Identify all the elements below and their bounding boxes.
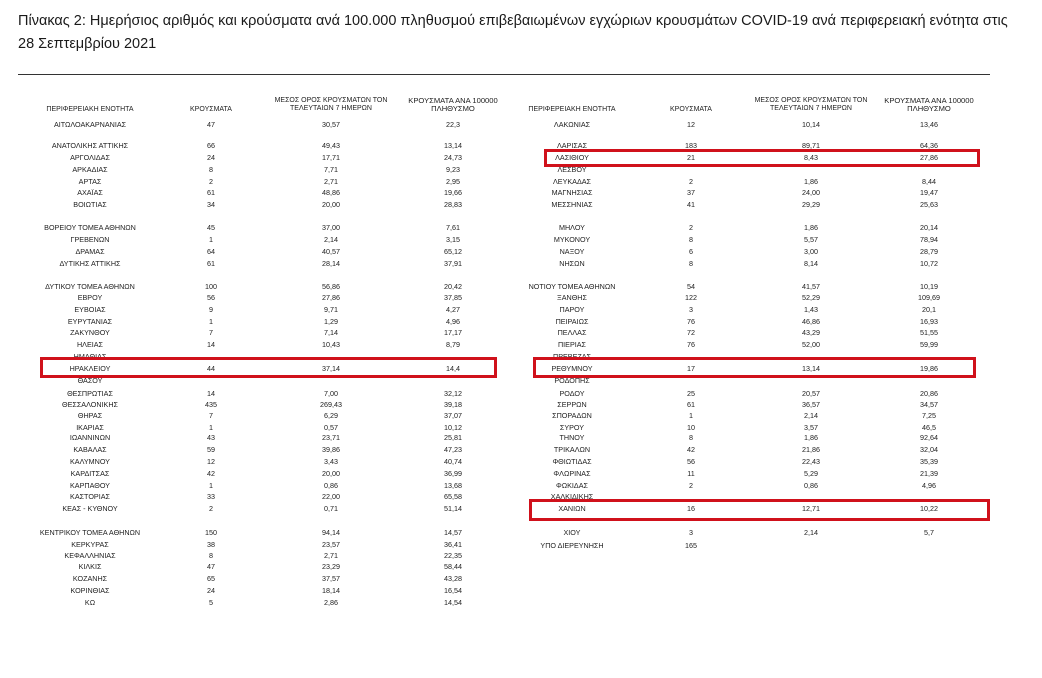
left-cell-avg7: 2,14 <box>324 235 338 244</box>
right-cell-per100k: 92,64 <box>920 433 938 442</box>
right-cell-per100k: 4,96 <box>922 481 936 490</box>
left-cell-per100k: 20,42 <box>444 282 462 291</box>
right-cell-cases: 8 <box>689 235 693 244</box>
left-cell-per100k: 3,15 <box>446 235 460 244</box>
right-cell-per100k: 13,46 <box>920 120 938 129</box>
right-cell-region: ΡΕΘΥΜΝΟΥ <box>551 364 593 373</box>
right-cell-region: ΧΙΟΥ <box>563 528 581 537</box>
right-cell-avg7: 21,86 <box>802 445 820 454</box>
left-cell-avg7: 7,14 <box>324 328 338 337</box>
right-cell-per100k: 64,36 <box>920 141 938 150</box>
right-cell-avg7: 10,14 <box>802 120 820 129</box>
right-cell-per100k: 35,39 <box>920 457 938 466</box>
left-cell-per100k: 13,14 <box>444 141 462 150</box>
right-cell-per100k: 78,94 <box>920 235 938 244</box>
left-cell-cases: 47 <box>207 120 215 129</box>
left-cell-region: ΚΕΝΤΡΙΚΟΥ ΤΟΜΕΑ ΑΘΗΝΩΝ <box>39 528 141 537</box>
right-cell-cases: 2 <box>689 177 693 186</box>
right-cell-per100k: 5,7 <box>924 528 934 537</box>
left-cell-region: ΚΑΛΥΜΝΟΥ <box>70 457 110 466</box>
left-cell-region: ΔΥΤΙΚΗΣ ΑΤΤΙΚΗΣ <box>59 259 121 268</box>
right-cell-avg7: 12,71 <box>802 504 820 513</box>
right-cell-region: ΝΗΣΩΝ <box>559 259 585 268</box>
right-cell-cases: 12 <box>687 120 695 129</box>
left-cell-avg7: 0,71 <box>324 504 338 513</box>
left-cell-avg7: 2,86 <box>324 598 338 607</box>
left-cell-avg7: 6,29 <box>324 411 338 420</box>
right-cell-per100k: 25,63 <box>920 200 938 209</box>
right-cell-avg7: 5,29 <box>804 469 818 478</box>
left-cell-region: ΚΑΡΔΙΤΣΑΣ <box>70 469 110 478</box>
right-cell-avg7: 2,14 <box>804 411 818 420</box>
left-cell-per100k: 13,68 <box>444 481 462 490</box>
left-cell-cases: 1 <box>209 317 213 326</box>
left-cell-per100k: 65,58 <box>444 492 462 501</box>
left-cell-avg7: 20,00 <box>322 200 340 209</box>
left-cell-cases: 61 <box>207 259 215 268</box>
right-cell-cases: 11 <box>687 469 695 478</box>
right-cell-region: ΦΛΩΡΙΝΑΣ <box>553 469 591 478</box>
right-cell-avg7: 13,14 <box>802 364 820 373</box>
left-cell-region: ΚΕΑΣ - ΚΥΘΝΟΥ <box>62 504 118 513</box>
left-cell-region: ΚΟΡΙΝΘΙΑΣ <box>70 586 110 595</box>
highlight-box-lasithiou <box>544 149 980 167</box>
right-cell-cases: 8 <box>689 433 693 442</box>
right-cell-avg7: 1,86 <box>804 433 818 442</box>
highlight-box-rethymnou <box>533 357 976 378</box>
right-cell-per100k: 51,55 <box>920 328 938 337</box>
left-cell-region: ΖΑΚΥΝΘΟΥ <box>70 328 110 337</box>
right-cell-region: ΣΠΟΡΑΔΩΝ <box>552 411 592 420</box>
left-cell-cases: 33 <box>207 492 215 501</box>
left-cell-cases: 1 <box>209 481 213 490</box>
left-cell-per100k: 58,44 <box>444 562 462 571</box>
right-cell-per100k: 20,86 <box>920 389 938 398</box>
right-cell-region: ΜΥΚΟΝΟΥ <box>553 235 591 244</box>
left-cell-cases: 61 <box>207 188 215 197</box>
left-cell-per100k: 10,12 <box>444 423 462 432</box>
left-cell-avg7: 17,71 <box>322 153 340 162</box>
right-cell-region: ΥΠΟ ΔΙΕΡΕΥΝΗΣΗ <box>540 541 604 550</box>
right-cell-avg7: 24,00 <box>802 188 820 197</box>
right-cell-cases: 10 <box>687 423 695 432</box>
left-cell-cases: 64 <box>207 247 215 256</box>
left-cell-region: ΘΗΡΑΣ <box>77 411 103 420</box>
right-cell-avg7: 8,14 <box>804 259 818 268</box>
left-cell-region: ΚΟΖΑΝΗΣ <box>72 574 108 583</box>
right-cell-per100k: 8,44 <box>922 177 936 186</box>
right-cell-avg7: 2,14 <box>804 528 818 537</box>
left-cell-avg7: 10,43 <box>322 340 340 349</box>
right-cell-per100k: 19,47 <box>920 188 938 197</box>
left-cell-per100k: 40,74 <box>444 457 462 466</box>
left-cell-cases: 45 <box>207 223 215 232</box>
left-cell-cases: 38 <box>207 540 215 549</box>
highlight-box-chanion <box>529 499 990 521</box>
right-cell-region: ΜΗΛΟΥ <box>559 223 585 232</box>
right-cell-avg7: 3,00 <box>804 247 818 256</box>
right-cell-region: ΧΑΝΙΩΝ <box>558 504 586 513</box>
left-cell-avg7: 27,86 <box>322 293 340 302</box>
left-cell-per100k: 36,41 <box>444 540 462 549</box>
right-cell-avg7: 1,86 <box>804 177 818 186</box>
left-cell-cases: 2 <box>209 504 213 513</box>
left-cell-avg7: 22,00 <box>322 492 340 501</box>
left-cell-cases: 24 <box>207 153 215 162</box>
left-cell-cases: 24 <box>207 586 215 595</box>
left-cell-cases: 14 <box>207 340 215 349</box>
left-cell-region: ΗΜΑΘΙΑΣ <box>73 352 107 361</box>
left-cell-per100k: 4,27 <box>446 305 460 314</box>
left-cell-region: ΘΑΣΟΥ <box>77 376 103 385</box>
left-cell-avg7: 94,14 <box>322 528 340 537</box>
left-cell-region: ΙΚΑΡΙΑΣ <box>76 423 104 432</box>
left-cell-per100k: 16,54 <box>444 586 462 595</box>
left-cell-avg7: 39,86 <box>322 445 340 454</box>
right-cell-per100k: 20,14 <box>920 223 938 232</box>
right-cell-cases: 2 <box>689 481 693 490</box>
left-cell-avg7: 37,57 <box>322 574 340 583</box>
right-cell-avg7: 52,00 <box>802 340 820 349</box>
left-cell-per100k: 17,17 <box>444 328 462 337</box>
right-cell-region: ΛΕΣΒΟΥ <box>557 165 587 174</box>
right-cell-cases: 3 <box>689 305 693 314</box>
left-cell-region: ΕΥΡΥΤΑΝΙΑΣ <box>67 317 113 326</box>
left-header-cases: ΚΡΟΥΣΜΑΤΑ <box>190 106 232 113</box>
right-cell-per100k: 28,79 <box>920 247 938 256</box>
left-cell-avg7: 23,71 <box>322 433 340 442</box>
left-cell-avg7: 37,00 <box>322 223 340 232</box>
left-cell-avg7: 49,43 <box>322 141 340 150</box>
left-cell-cases: 42 <box>207 469 215 478</box>
right-cell-region: ΣΥΡΟΥ <box>559 423 585 432</box>
left-cell-region: ΚΙΛΚΙΣ <box>78 562 102 571</box>
left-cell-region: ΑΡΓΟΛΙΔΑΣ <box>70 153 110 162</box>
left-cell-cases: 7 <box>209 328 213 337</box>
left-cell-per100k: 37,85 <box>444 293 462 302</box>
left-cell-per100k: 43,28 <box>444 574 462 583</box>
right-cell-per100k: 32,04 <box>920 445 938 454</box>
right-cell-region: ΠΡΕΒΕΖΑΣ <box>553 352 591 361</box>
left-cell-avg7: 18,14 <box>322 586 340 595</box>
left-cell-cases: 44 <box>207 364 215 373</box>
right-cell-avg7: 0,86 <box>804 481 818 490</box>
right-cell-avg7: 5,57 <box>804 235 818 244</box>
right-header-cases: ΚΡΟΥΣΜΑΤΑ <box>670 106 712 113</box>
left-cell-region: ΔΡΑΜΑΣ <box>75 247 105 256</box>
left-header-avg7: ΜΕΣΟΣ ΟΡΟΣ ΚΡΟΥΣΜΑΤΩΝ ΤΟΝ ΤΕΛΕΥΤΑΙΩΝ 7 ΗΜΕΡΩΝ <box>274 97 388 112</box>
right-cell-region: ΜΑΓΝΗΣΙΑΣ <box>551 188 593 197</box>
left-cell-avg7: 9,71 <box>324 305 338 314</box>
left-cell-per100k: 22,3 <box>446 120 460 129</box>
left-cell-cases: 435 <box>205 400 217 409</box>
right-cell-cases: 72 <box>687 328 695 337</box>
right-cell-region: ΝΟΤΙΟΥ ΤΟΜΕΑ ΑΘΗΝΩΝ <box>528 282 616 291</box>
left-cell-region: ΚΕΦΑΛΛΗΝΙΑΣ <box>64 551 116 560</box>
left-cell-per100k: 32,12 <box>444 389 462 398</box>
left-cell-cases: 66 <box>207 141 215 150</box>
left-cell-region: ΘΕΣΠΡΩΤΙΑΣ <box>67 389 113 398</box>
left-cell-region: ΑΧΑΪΑΣ <box>77 188 103 197</box>
right-cell-avg7: 52,29 <box>802 293 820 302</box>
right-cell-region: ΛΕΥΚΑΔΑΣ <box>552 177 591 186</box>
left-cell-avg7: 7,71 <box>324 165 338 174</box>
left-header-per100k: ΚΡΟΥΣΜΑΤΑ ΑΝΑ 100000 ΠΛΗΘΥΣΜΟ <box>408 96 498 113</box>
right-cell-cases: 2 <box>689 223 693 232</box>
right-cell-cases: 37 <box>687 188 695 197</box>
right-cell-cases: 6 <box>689 247 693 256</box>
left-cell-avg7: 0,86 <box>324 481 338 490</box>
right-cell-avg7: 3,57 <box>804 423 818 432</box>
right-header-per100k: ΚΡΟΥΣΜΑΤΑ ΑΝΑ 100000 ΠΛΗΘΥΣΜΟ <box>884 96 974 113</box>
left-cell-per100k: 51,14 <box>444 504 462 513</box>
right-cell-cases: 61 <box>687 400 695 409</box>
right-cell-avg7: 46,86 <box>802 317 820 326</box>
left-cell-per100k: 8,79 <box>446 340 460 349</box>
left-cell-region: ΕΥΒΟΙΑΣ <box>74 305 106 314</box>
left-cell-cases: 8 <box>209 165 213 174</box>
left-cell-per100k: 24,73 <box>444 153 462 162</box>
right-cell-region: ΡΟΔΟΥ <box>559 389 585 398</box>
right-cell-avg7: 1,43 <box>804 305 818 314</box>
right-cell-per100k: 7,25 <box>922 411 936 420</box>
left-cell-avg7: 37,14 <box>322 364 340 373</box>
left-cell-avg7: 3,43 <box>324 457 338 466</box>
left-cell-avg7: 0,57 <box>324 423 338 432</box>
caption-rule <box>18 74 990 75</box>
right-cell-per100k: 109,69 <box>918 293 940 302</box>
right-cell-per100k: 16,93 <box>920 317 938 326</box>
left-cell-per100k: 14,54 <box>444 598 462 607</box>
left-cell-per100k: 37,91 <box>444 259 462 268</box>
left-cell-cases: 9 <box>209 305 213 314</box>
right-cell-region: ΦΩΚΙΔΑΣ <box>556 481 588 490</box>
left-cell-region: ΚΩ <box>84 598 96 607</box>
right-cell-per100k: 59,99 <box>920 340 938 349</box>
right-cell-cases: 17 <box>687 364 695 373</box>
right-cell-region: ΠΑΡΟΥ <box>559 305 585 314</box>
left-cell-cases: 34 <box>207 200 215 209</box>
left-cell-per100k: 7,61 <box>446 223 460 232</box>
right-cell-per100k: 34,57 <box>920 400 938 409</box>
right-cell-per100k: 27,86 <box>920 153 938 162</box>
right-cell-per100k: 19,86 <box>920 364 938 373</box>
right-cell-per100k: 10,19 <box>920 282 938 291</box>
left-cell-per100k: 9,23 <box>446 165 460 174</box>
left-cell-avg7: 2,71 <box>324 177 338 186</box>
left-cell-avg7: 23,57 <box>322 540 340 549</box>
left-cell-per100k: 2,95 <box>446 177 460 186</box>
left-cell-cases: 65 <box>207 574 215 583</box>
left-cell-region: ΘΕΣΣΑΛΟΝΙΚΗΣ <box>62 400 118 409</box>
left-cell-region: ΚΑΒΑΛΑΣ <box>73 445 107 454</box>
left-cell-region: ΒΟΙΩΤΙΑΣ <box>73 200 107 209</box>
right-cell-avg7: 29,29 <box>802 200 820 209</box>
right-cell-region: ΤΡΙΚΑΛΩΝ <box>553 445 591 454</box>
left-cell-cases: 56 <box>207 293 215 302</box>
left-cell-per100k: 4,96 <box>446 317 460 326</box>
highlight-box-irakleiou <box>40 357 497 378</box>
right-cell-cases: 41 <box>687 200 695 209</box>
left-cell-region: ΗΡΑΚΛΕΙΟΥ <box>69 364 111 373</box>
left-cell-region: ΑΙΤΩΛΟΑΚΑΡΝΑΝΙΑΣ <box>53 120 127 129</box>
left-cell-region: ΒΟΡΕΙΟΥ ΤΟΜΕΑ ΑΘΗΝΩΝ <box>44 223 136 232</box>
right-cell-cases: 8 <box>689 259 693 268</box>
right-cell-region: ΦΘΙΩΤΙΔΑΣ <box>552 457 592 466</box>
left-cell-per100k: 36,99 <box>444 469 462 478</box>
right-cell-per100k: 10,22 <box>920 504 938 513</box>
left-cell-region: ΑΝΑΤΟΛΙΚΗΣ ΑΤΤΙΚΗΣ <box>51 141 129 150</box>
left-cell-cases: 8 <box>209 551 213 560</box>
left-header-region: ΠΕΡΙΦΕΡΕΙΑΚΗ ΕΝΟΤΗΤΑ <box>46 106 134 113</box>
right-cell-cases: 25 <box>687 389 695 398</box>
right-cell-region: ΛΑΡΙΣΑΣ <box>556 141 588 150</box>
left-cell-per100k: 28,83 <box>444 200 462 209</box>
left-cell-avg7: 20,00 <box>322 469 340 478</box>
right-cell-cases: 42 <box>687 445 695 454</box>
left-cell-region: ΕΒΡΟΥ <box>77 293 103 302</box>
left-cell-cases: 7 <box>209 411 213 420</box>
left-cell-cases: 1 <box>209 235 213 244</box>
right-cell-region: ΞΑΝΘΗΣ <box>557 293 587 302</box>
left-cell-region: ΓΡΕΒΕΝΩΝ <box>70 235 110 244</box>
right-cell-cases: 76 <box>687 340 695 349</box>
right-cell-cases: 76 <box>687 317 695 326</box>
right-cell-cases: 165 <box>685 541 697 550</box>
left-cell-avg7: 28,14 <box>322 259 340 268</box>
left-cell-avg7: 40,57 <box>322 247 340 256</box>
left-cell-region: ΚΕΡΚΥΡΑΣ <box>71 540 109 549</box>
left-cell-cases: 1 <box>209 423 213 432</box>
left-cell-per100k: 19,66 <box>444 188 462 197</box>
right-cell-per100k: 46,5 <box>922 423 936 432</box>
right-cell-per100k: 21,39 <box>920 469 938 478</box>
left-cell-cases: 100 <box>205 282 217 291</box>
right-cell-region: ΛΑΚΩΝΙΑΣ <box>553 120 591 129</box>
right-cell-per100k: 10,72 <box>920 259 938 268</box>
left-cell-avg7: 48,86 <box>322 188 340 197</box>
left-cell-per100k: 47,23 <box>444 445 462 454</box>
left-cell-cases: 2 <box>209 177 213 186</box>
left-cell-per100k: 65,12 <box>444 247 462 256</box>
left-cell-cases: 43 <box>207 433 215 442</box>
right-cell-per100k: 20,1 <box>922 305 936 314</box>
right-cell-region: ΡΟΔΟΠΗΣ <box>554 376 590 385</box>
left-cell-cases: 5 <box>209 598 213 607</box>
right-cell-avg7: 89,71 <box>802 141 820 150</box>
left-cell-region: ΙΩΑΝΝΙΝΩΝ <box>69 433 111 442</box>
left-cell-region: ΑΡΚΑΔΙΑΣ <box>72 165 108 174</box>
left-cell-per100k: 14,57 <box>444 528 462 537</box>
left-cell-avg7: 269,43 <box>320 400 342 409</box>
left-cell-avg7: 23,29 <box>322 562 340 571</box>
left-cell-cases: 14 <box>207 389 215 398</box>
right-cell-region: ΝΑΞΟΥ <box>559 247 585 256</box>
right-cell-cases: 56 <box>687 457 695 466</box>
left-cell-region: ΗΛΕΙΑΣ <box>76 340 104 349</box>
right-header-region: ΠΕΡΙΦΕΡΕΙΑΚΗ ΕΝΟΤΗΤΑ <box>528 106 616 113</box>
left-cell-per100k: 22,35 <box>444 551 462 560</box>
left-cell-region: ΚΑΣΤΟΡΙΑΣ <box>70 492 110 501</box>
right-cell-region: ΧΑΛΚΙΔΙΚΗΣ <box>550 492 594 501</box>
right-cell-cases: 16 <box>687 504 695 513</box>
left-cell-avg7: 7,00 <box>324 389 338 398</box>
right-cell-region: ΠΕΛΛΑΣ <box>557 328 587 337</box>
right-cell-region: ΜΕΣΣΗΝΙΑΣ <box>551 200 593 209</box>
right-cell-avg7: 1,86 <box>804 223 818 232</box>
left-cell-avg7: 1,29 <box>324 317 338 326</box>
right-cell-cases: 122 <box>685 293 697 302</box>
left-cell-per100k: 39,18 <box>444 400 462 409</box>
right-cell-region: ΠΙΕΡΙΑΣ <box>557 340 586 349</box>
table-caption: Πίνακας 2: Ημερήσιος αριθμός και κρούσματα ανά 100.000 πληθυσμού επιβεβαιωμένων εγχώριων κρουσμάτων COVID-19 ανά περιφερειακή ενότητα στις 28 Σεπτεμβρίου 2021 <box>18 13 1008 52</box>
left-cell-region: ΑΡΤΑΣ <box>78 177 102 186</box>
left-cell-avg7: 2,71 <box>324 551 338 560</box>
left-cell-per100k: 37,07 <box>444 411 462 420</box>
left-cell-region: ΔΥΤΙΚΟΥ ΤΟΜΕΑ ΑΘΗΝΩΝ <box>45 282 135 291</box>
right-cell-cases: 54 <box>687 282 695 291</box>
right-cell-cases: 21 <box>687 153 695 162</box>
right-cell-region: ΣΕΡΡΩΝ <box>557 400 587 409</box>
left-cell-cases: 59 <box>207 445 215 454</box>
left-cell-region: ΚΑΡΠΑΘΟΥ <box>70 481 110 490</box>
right-cell-cases: 1 <box>689 411 693 420</box>
right-cell-avg7: 43,29 <box>802 328 820 337</box>
left-cell-cases: 47 <box>207 562 215 571</box>
right-cell-avg7: 8,43 <box>804 153 818 162</box>
right-cell-avg7: 22,43 <box>802 457 820 466</box>
right-cell-region: ΤΗΝΟΥ <box>559 433 585 442</box>
left-cell-cases: 150 <box>205 528 217 537</box>
left-cell-per100k: 14,4 <box>446 364 460 373</box>
right-header-avg7: ΜΕΣΟΣ ΟΡΟΣ ΚΡΟΥΣΜΑΤΩΝ ΤΟΝ ΤΕΛΕΥΤΑΙΩΝ 7 ΗΜΕΡΩΝ <box>754 97 868 112</box>
right-cell-avg7: 36,57 <box>802 400 820 409</box>
right-cell-avg7: 41,57 <box>802 282 820 291</box>
left-cell-per100k: 25,81 <box>444 433 462 442</box>
right-cell-region: ΛΑΣΙΘΙΟΥ <box>555 153 589 162</box>
right-cell-cases: 3 <box>689 528 693 537</box>
right-cell-region: ΠΕΙΡΑΙΩΣ <box>555 317 589 326</box>
left-cell-avg7: 56,86 <box>322 282 340 291</box>
right-cell-avg7: 20,57 <box>802 389 820 398</box>
right-cell-cases: 183 <box>685 141 697 150</box>
left-cell-avg7: 30,57 <box>322 120 340 129</box>
left-cell-cases: 12 <box>207 457 215 466</box>
